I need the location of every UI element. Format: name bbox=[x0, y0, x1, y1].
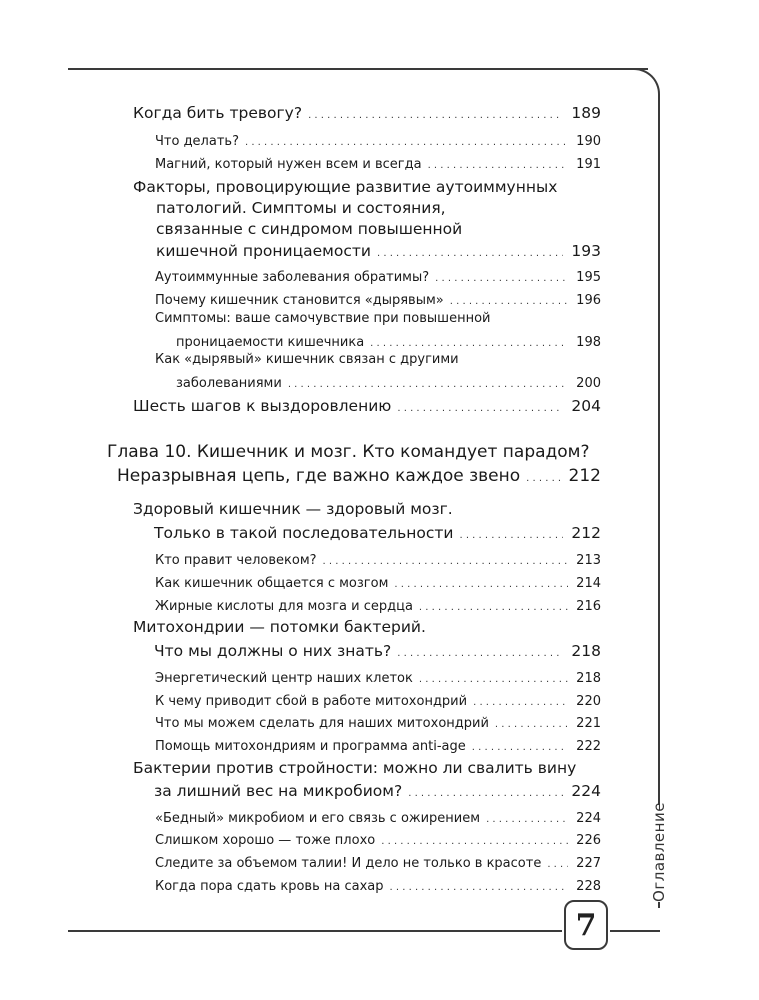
toc-page-number: 222 bbox=[576, 739, 601, 754]
toc-entry-title: Слишком хорошо — тоже плохо bbox=[155, 833, 376, 848]
section-side-label bbox=[648, 802, 670, 902]
toc-entry-title: Как кишечник общается с мозгом bbox=[155, 576, 389, 591]
page-number: 7 bbox=[564, 900, 608, 950]
toc-leader-dots bbox=[397, 396, 563, 415]
toc-page-number: 212 bbox=[571, 524, 601, 542]
toc-leader-dots bbox=[397, 641, 563, 660]
toc-leader-dots bbox=[435, 266, 568, 285]
toc-entry-title: Факторы, провоцирующие развитие аутоиммунных bbox=[133, 178, 558, 196]
toc-page-number: 190 bbox=[576, 134, 601, 149]
toc-leader-dots bbox=[245, 130, 568, 149]
page-frame-corner bbox=[622, 68, 660, 108]
toc-entry-title: Когда пора сдать кровь на сахар bbox=[155, 879, 384, 894]
toc-page-number: 200 bbox=[576, 376, 601, 391]
toc-leader-dots bbox=[428, 153, 569, 172]
toc-page-number: 195 bbox=[576, 270, 601, 285]
page-frame-top-rule bbox=[68, 68, 648, 70]
toc-entry-title-continuation: патологий. Симптомы и состояния, bbox=[156, 199, 446, 217]
page-frame-right-rule bbox=[658, 100, 660, 805]
toc-entry-title-continuation: связанные с синдромом повышенной bbox=[156, 220, 463, 238]
toc-leader-dots bbox=[450, 289, 568, 308]
toc-page-number: 196 bbox=[576, 293, 601, 308]
toc-leader-dots bbox=[390, 875, 569, 894]
toc-page-number: 228 bbox=[576, 879, 601, 894]
toc-entry-title: Магний, который нужен всем и всегда bbox=[155, 157, 422, 172]
toc-page-number: 216 bbox=[576, 599, 601, 614]
toc-page-number: 224 bbox=[571, 782, 601, 800]
toc-entry-title: Аутоиммунные заболевания обратимы? bbox=[155, 270, 430, 285]
page-frame-bottom-rule bbox=[68, 930, 562, 932]
toc-page-number: 214 bbox=[576, 576, 601, 591]
toc-entry-title-continuation: Что мы должны о них знать? bbox=[154, 642, 392, 660]
toc-entry-title: К чему приводит сбой в работе митохондрий bbox=[155, 694, 468, 709]
toc-leader-dots bbox=[486, 807, 568, 826]
toc-page-number: 226 bbox=[576, 833, 601, 848]
toc-leader-dots bbox=[394, 572, 568, 591]
toc-entry-title: Следите за объемом талии! И дело не только в красоте bbox=[155, 856, 542, 871]
page-frame-right-rule-lower bbox=[658, 902, 660, 908]
toc-chapter-title: Глава 10. Кишечник и мозг. Кто командует парадом? bbox=[107, 442, 590, 462]
toc-leader-dots bbox=[323, 549, 569, 568]
toc-leader-dots bbox=[495, 712, 568, 731]
toc-entry-title: Как «дырявый» кишечник связан с другими bbox=[155, 352, 459, 367]
toc-page-number: 227 bbox=[576, 856, 601, 871]
toc-leader-dots bbox=[473, 690, 568, 709]
toc-entry-title: Бактерии против стройности: можно ли свалить вину bbox=[133, 759, 577, 777]
toc-entry-title-continuation: проницаемости кишечника bbox=[176, 335, 365, 350]
toc-entry-title: Митохондрии — потомки бактерий. bbox=[133, 618, 426, 636]
toc-leader-dots bbox=[408, 781, 563, 800]
toc-leader-dots bbox=[526, 466, 560, 485]
toc-leader-dots bbox=[370, 331, 568, 350]
toc-page-number: 193 bbox=[571, 242, 601, 260]
toc-leader-dots bbox=[419, 595, 568, 614]
toc-leader-dots bbox=[547, 852, 568, 871]
toc-page-number: 218 bbox=[576, 671, 601, 686]
toc-leader-dots bbox=[288, 372, 568, 391]
toc-page-number: 204 bbox=[571, 397, 601, 415]
toc-leader-dots bbox=[472, 735, 568, 754]
toc-page-number: 224 bbox=[576, 811, 601, 826]
toc-page-number: 198 bbox=[576, 335, 601, 350]
toc-entry-title: Почему кишечник становится «дырявым» bbox=[155, 293, 444, 308]
toc-page-number: 212 bbox=[568, 466, 601, 486]
page-frame-bottom-rule-right bbox=[610, 930, 660, 932]
toc-entry-title-continuation: заболеваниями bbox=[176, 376, 282, 391]
toc-entry-title-continuation: кишечной проницаемости bbox=[156, 242, 371, 260]
toc-entry-title: Когда бить тревогу? bbox=[133, 104, 303, 122]
toc-leader-dots bbox=[377, 241, 563, 260]
toc-entry-title: Жирные кислоты для мозга и сердца bbox=[155, 599, 413, 614]
toc-page-number: 220 bbox=[576, 694, 601, 709]
toc-page-number: 213 bbox=[576, 553, 601, 568]
toc-entry-title: Что мы можем сделать для наших митохондрий bbox=[155, 716, 489, 731]
toc-leader-dots bbox=[459, 523, 563, 542]
toc-entry-title: «Бедный» микробиом и его связь с ожирением bbox=[155, 811, 481, 826]
toc-entry-title: Что делать? bbox=[155, 134, 239, 149]
toc-entry-title: Шесть шагов к выздоровлению bbox=[133, 397, 392, 415]
toc-entry-title: Кто правит человеком? bbox=[155, 553, 317, 568]
toc-entry-title-continuation: за лишний вес на микробиом? bbox=[154, 782, 403, 800]
toc-leader-dots bbox=[381, 829, 568, 848]
toc-page-number: 218 bbox=[571, 642, 601, 660]
toc-page-number: 191 bbox=[576, 157, 601, 172]
toc-entry-title: Помощь митохондриям и программа anti-age bbox=[155, 739, 466, 754]
toc-entry-title: Энергетический центр наших клеток bbox=[155, 671, 413, 686]
toc-entry-title: Здоровый кишечник — здоровый мозг. bbox=[133, 500, 453, 518]
side-label-text: Оглавление bbox=[650, 802, 668, 902]
toc-chapter-title-continuation: Неразрывная цепь, где важно каждое звено bbox=[117, 466, 521, 486]
toc-leader-dots bbox=[308, 103, 563, 122]
toc-entry-title-continuation: Только в такой последовательности bbox=[154, 524, 454, 542]
toc-entry-title: Симптомы: ваше самочувствие при повышенной bbox=[155, 311, 491, 326]
toc-page-number: 221 bbox=[576, 716, 601, 731]
toc-leader-dots bbox=[419, 667, 568, 686]
toc-page-number: 189 bbox=[571, 104, 601, 122]
